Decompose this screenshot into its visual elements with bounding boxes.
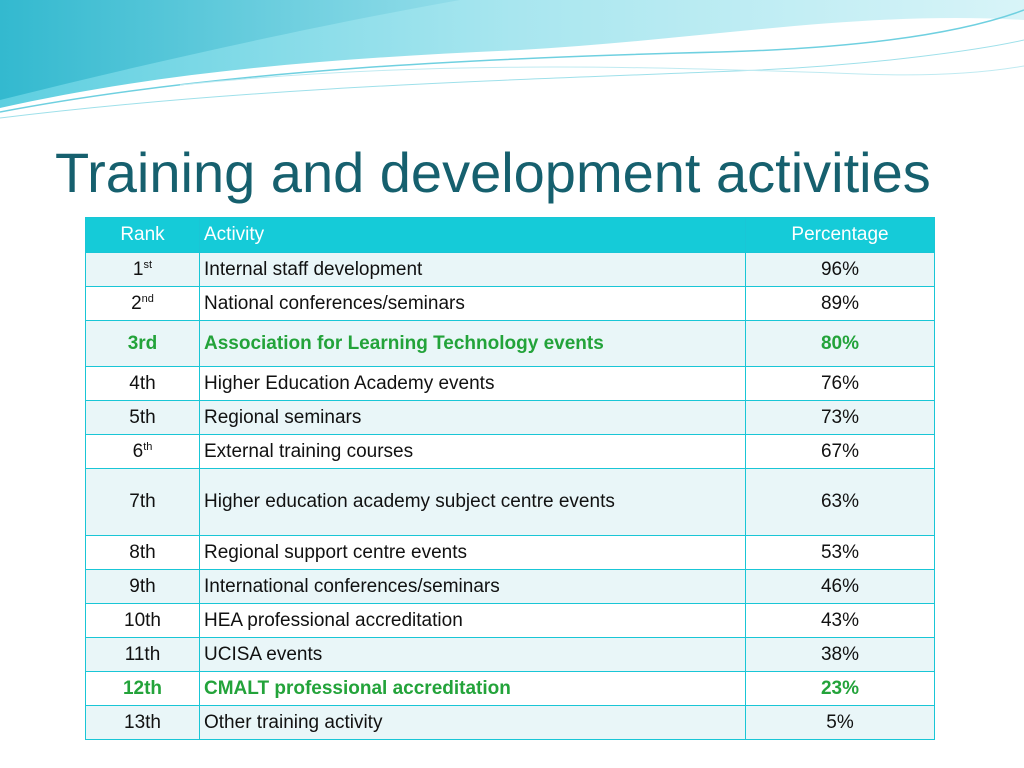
rank-cell [86, 469, 200, 536]
rank-cell [86, 401, 200, 435]
table-row [86, 570, 935, 604]
table-row [86, 604, 935, 638]
table-row [86, 706, 935, 740]
percentage-cell: 23% [746, 672, 935, 706]
rank-value: 11th [124, 643, 161, 665]
activity-cell: International conferences/seminars [200, 570, 746, 604]
activity-cell: Regional seminars [200, 401, 746, 435]
table-row [86, 287, 935, 321]
table-row [86, 536, 935, 570]
rank-value: 9th [129, 575, 156, 597]
rank-ordinal-suffix: nd [141, 292, 154, 305]
table-row [86, 469, 935, 536]
rank-value: 4th [129, 372, 156, 394]
percentage-cell: 38% [746, 638, 935, 672]
activity-column-header: Activity [200, 218, 746, 253]
rank-cell [86, 706, 200, 740]
rank-value: 13th [124, 711, 161, 733]
rank-column-header: Rank [86, 218, 200, 253]
table-row [86, 253, 935, 287]
rank-cell [86, 435, 200, 469]
rank-ordinal-suffix: st [143, 258, 153, 271]
activity-cell: Higher education academy subject centre events [200, 469, 746, 536]
rank-value: 12th [122, 677, 163, 699]
rank-value: 5th [129, 406, 156, 428]
percentage-cell: 89% [746, 287, 935, 321]
activity-cell: HEA professional accreditation [200, 604, 746, 638]
activity-cell: National conferences/seminars [200, 287, 746, 321]
percentage-cell: 53% [746, 536, 935, 570]
table-row [86, 638, 935, 672]
rank-cell [86, 367, 200, 401]
percentage-cell: 96% [746, 253, 935, 287]
activities-table [85, 217, 935, 740]
percentage-cell: 67% [746, 435, 935, 469]
rank-value: 7th [129, 491, 156, 512]
activity-cell: External training courses [200, 435, 746, 469]
rank-value: 1 [132, 258, 144, 280]
table-body [86, 253, 935, 740]
rank-cell [86, 604, 200, 638]
activity-cell: Regional support centre events [200, 536, 746, 570]
rank-cell [86, 570, 200, 604]
table-header-row [86, 218, 935, 253]
table-row [86, 435, 935, 469]
activity-cell: Association for Learning Technology events [200, 321, 746, 367]
rank-cell [86, 536, 200, 570]
percentage-cell: 76% [746, 367, 935, 401]
percentage-column-header: Percentage [746, 218, 935, 253]
percentage-cell: 80% [746, 321, 935, 367]
activity-cell: Higher Education Academy events [200, 367, 746, 401]
rank-cell [86, 638, 200, 672]
slide-title: Training and development activities [55, 141, 931, 204]
table-row [86, 401, 935, 435]
percentage-cell: 63% [746, 469, 935, 536]
rank-value: 2 [131, 292, 142, 314]
decorative-wave-header [0, 0, 1024, 130]
rank-cell [86, 672, 200, 706]
percentage-cell: 73% [746, 401, 935, 435]
rank-value: 8th [129, 541, 156, 563]
percentage-cell: 46% [746, 570, 935, 604]
activity-cell: Other training activity [200, 706, 746, 740]
table-row [86, 321, 935, 367]
rank-cell [86, 321, 200, 367]
rank-cell [86, 287, 200, 321]
rank-ordinal-suffix: th [143, 440, 153, 453]
activity-cell: UCISA events [200, 638, 746, 672]
activity-cell: Internal staff development [200, 253, 746, 287]
rank-value: 3rd [127, 332, 158, 354]
percentage-cell: 43% [746, 604, 935, 638]
table-row [86, 672, 935, 706]
activity-cell: CMALT professional accreditation [200, 672, 746, 706]
table-row [86, 367, 935, 401]
rank-value: 6 [132, 440, 144, 462]
rank-cell [86, 253, 200, 287]
rank-value: 10th [124, 609, 161, 631]
percentage-cell: 5% [746, 706, 935, 740]
